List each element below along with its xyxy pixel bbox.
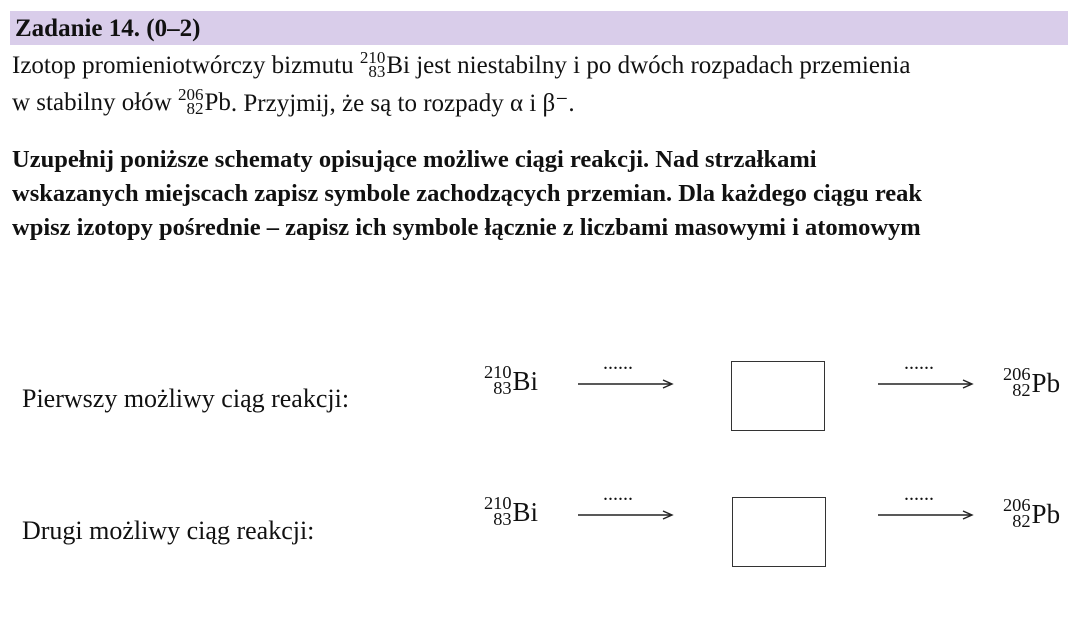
atomic-number: 82 [1012,379,1031,400]
arrow-1-label-blank[interactable]: ...... [603,483,633,505]
intro-line-1 [12,48,911,82]
intermediate-isotope-box[interactable] [731,361,825,431]
reaction-arrow-icon [877,377,975,391]
instruction-line-2: wskazanych miejscach zapisz symbole zachodzących przemian. Dla każdego ciągu reak [12,180,923,207]
mass-number: 206 [1003,495,1031,515]
mass-number: 206 [1003,364,1031,384]
intro-text: . Przyjmij, że są to rozpady α i β⁻. [230,90,575,117]
instruction-line-1: Uzupełnij poniższe schematy opisujące możliwe ciągi reakcji. Nad strzałkami [12,146,817,173]
atomic-number: 82 [1012,510,1031,531]
reaction-arrow-icon [877,508,975,522]
mass-number: 210 [484,362,512,382]
intermediate-isotope-box[interactable] [732,497,826,567]
end-nuclide [1003,495,1061,531]
arrow-1-label-blank[interactable]: ...... [603,352,633,374]
start-nuclide [484,362,539,398]
arrow-2-label-blank[interactable]: ...... [904,483,934,505]
sequence-label: Pierwszy możliwy ciąg reakcji: [22,384,350,413]
atomic-number: 82 [186,99,204,118]
end-nuclide [1003,364,1061,400]
task-header [10,11,1068,45]
mass-number: 206 [177,84,204,104]
atomic-number: 83 [493,508,512,529]
start-nuclide [484,493,539,529]
task-title: Zadanie 14. (0–2) [15,15,201,42]
intro-text: jest niestabilny i po dwóch rozpadach przemienia [416,52,911,80]
atomic-number: 83 [493,377,512,398]
bismuth-nuclide [359,48,410,82]
element-symbol: Pb [204,89,231,116]
mass-number: 210 [484,493,512,513]
reaction-arrow-icon [577,508,675,522]
element-symbol: Bi [386,52,410,80]
element-symbol: Pb [1031,499,1061,530]
lead-nuclide [177,84,231,118]
instruction-line-3: wpisz izotopy pośrednie – zapisz ich symbole łącznie z liczbami masowymi i atomowym [12,214,921,241]
element-symbol: Pb [1031,368,1061,399]
atomic-number: 83 [368,62,386,82]
intro-line-2 [12,84,575,118]
reaction-arrow-icon [577,377,675,391]
intro-text: w stabilny ołów [12,89,172,116]
intro-text: Izotop promieniotwórczy bizmutu [12,52,354,80]
element-symbol: Bi [512,366,539,397]
mass-number: 210 [359,48,386,67]
sequence-label: Drugi możliwy ciąg reakcji: [22,516,315,545]
arrow-2-label-blank[interactable]: ...... [904,352,934,374]
element-symbol: Bi [512,497,539,528]
